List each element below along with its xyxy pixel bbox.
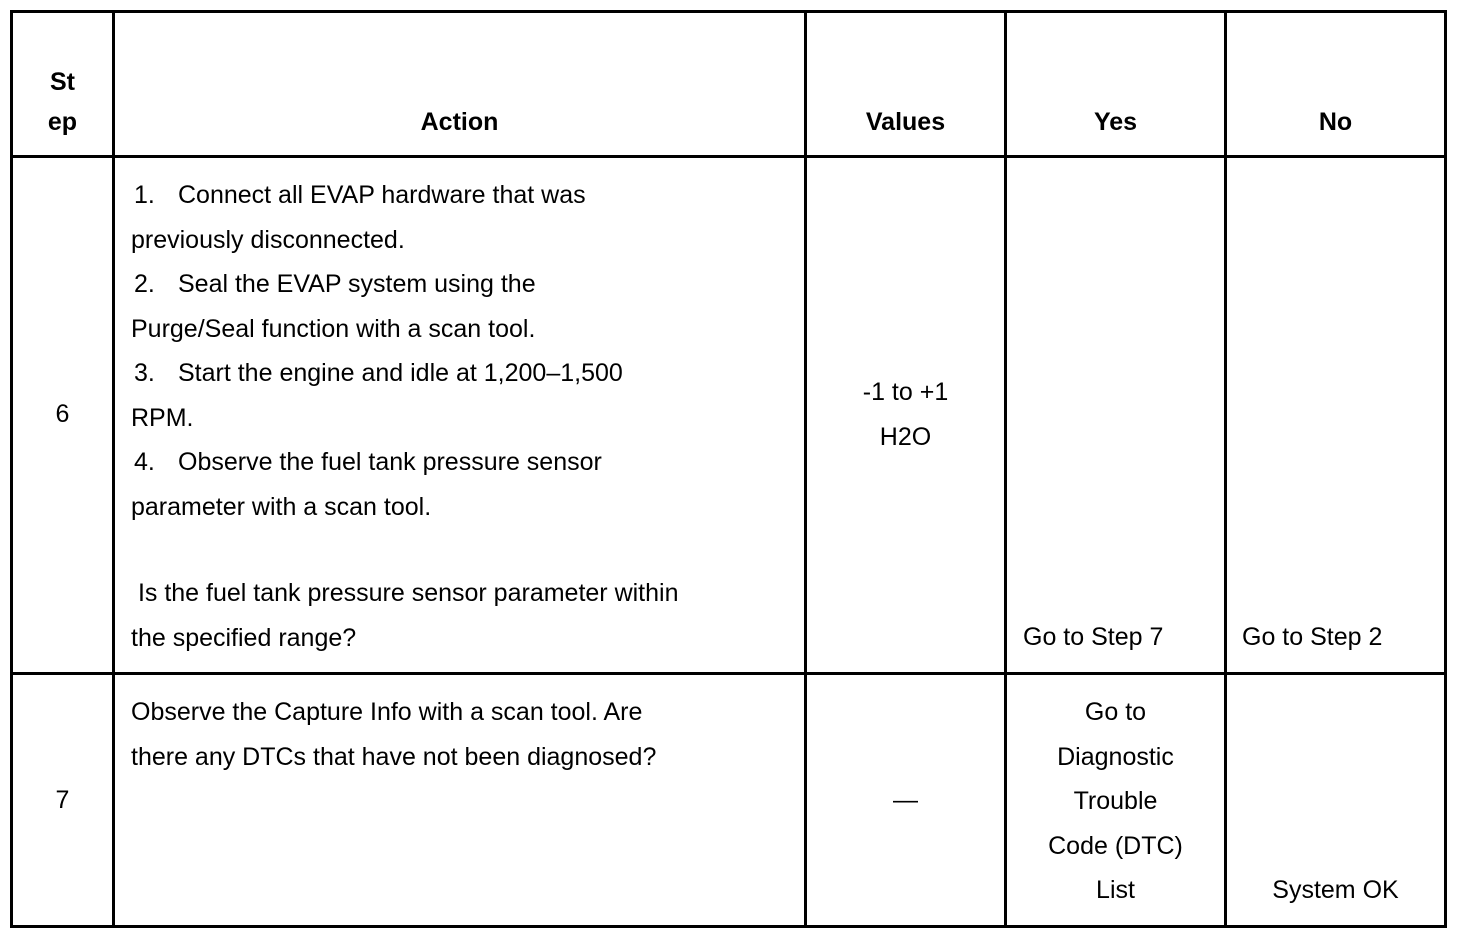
row-7-action: Observe the Capture Info with a scan tool. Are there any DTCs that have not been diagnosed? bbox=[131, 698, 657, 771]
action-item-1: 1. Connect all EVAP hardware that was bbox=[134, 181, 586, 209]
header-values: Values bbox=[865, 108, 946, 136]
table-border-bottom bbox=[10, 925, 1447, 928]
row-6-values: -1 to +1 H2O bbox=[862, 378, 949, 451]
row-7-step: 7 bbox=[55, 786, 70, 814]
row-6-step: 6 bbox=[55, 400, 70, 428]
row-divider bbox=[10, 672, 1447, 675]
action-item-4: 4. Observe the fuel tank pressure sensor bbox=[134, 448, 602, 476]
action-item-2: 2. Seal the EVAP system using the bbox=[134, 270, 536, 298]
table-border-top bbox=[10, 10, 1447, 13]
column-divider-step bbox=[112, 10, 115, 928]
header-divider bbox=[10, 155, 1447, 158]
row-6-question: Is the fuel tank pressure sensor parameter within bbox=[131, 579, 679, 607]
row-6-action: 1. Connect all EVAP hardware that was previously disconnected. 2. Seal the EVAP system using the Purge/Seal function with a scan tool. 3. Start the engine and idle at 1,200–1,500 RPM. 4. Observe the fuel tank pressure sensor parameter with a scan tool. Is the fuel tank pressure sensor parameter within the specified range? bbox=[131, 173, 801, 660]
row-6-yes: Go to Step 7 bbox=[1023, 623, 1164, 651]
column-divider-yes bbox=[1224, 10, 1227, 928]
row-6-no: Go to Step 2 bbox=[1242, 623, 1383, 651]
diagnostic-table bbox=[10, 10, 1447, 928]
row-7-yes: Go to Diagnostic Trouble Code (DTC) List bbox=[1048, 698, 1183, 904]
table-border-right bbox=[1444, 10, 1447, 928]
row-7-values: — bbox=[893, 786, 918, 814]
row-7-no: System OK bbox=[1272, 876, 1399, 904]
header-action: Action bbox=[420, 108, 499, 136]
header-yes: Yes bbox=[1093, 108, 1138, 136]
header-step: St ep bbox=[47, 68, 78, 136]
header-no: No bbox=[1318, 108, 1353, 136]
action-item-3: 3. Start the engine and idle at 1,200–1,500 bbox=[134, 359, 623, 387]
